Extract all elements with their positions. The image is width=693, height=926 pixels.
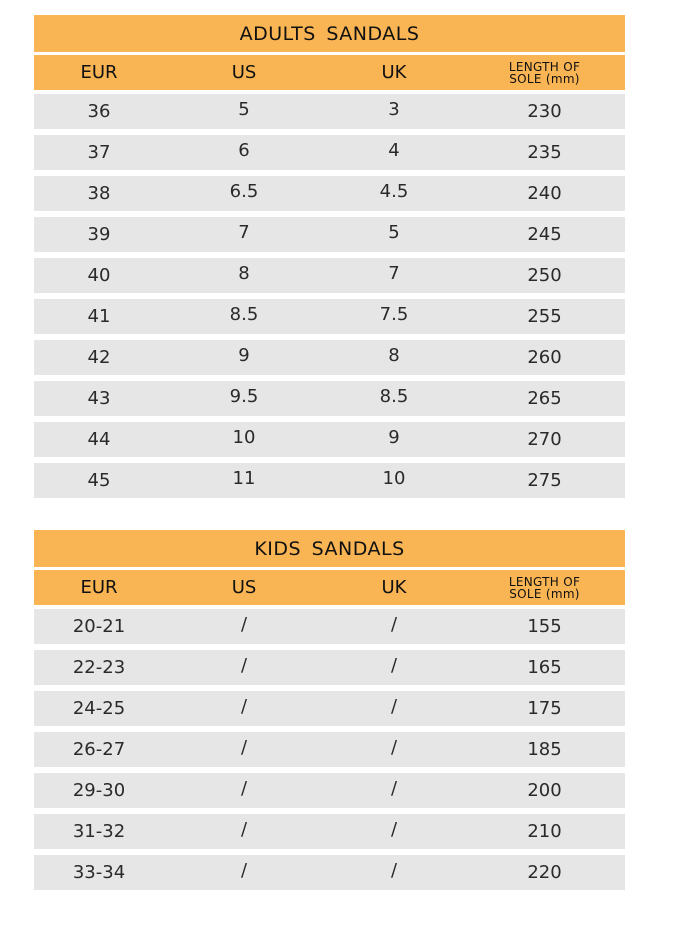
uk-cell: 10: [382, 468, 406, 489]
sole-length-cell: 265: [527, 388, 562, 409]
sole-length-cell: 175: [527, 698, 562, 719]
kids-table-title: KIDS SANDALS: [34, 530, 625, 567]
sole-length-cell: 230: [527, 101, 562, 122]
header-sole-length-line1: LENGTH OF: [508, 574, 581, 589]
eur-cell: 38: [87, 183, 111, 204]
eur-cell: 29-30: [72, 780, 126, 801]
us-cell: 11: [232, 468, 256, 489]
uk-cell: 7: [388, 263, 400, 284]
us-cell: 7: [238, 222, 250, 243]
table-row: [34, 732, 625, 767]
uk-cell: /: [390, 778, 398, 799]
sole-length-cell: 165: [527, 657, 562, 678]
eur-cell: 39: [87, 224, 111, 245]
uk-cell: /: [390, 860, 398, 881]
table-row: [34, 609, 625, 644]
kids-header-row: [34, 570, 625, 605]
table-row: [34, 135, 625, 170]
eur-cell: 31-32: [72, 821, 126, 842]
uk-cell: /: [390, 696, 398, 717]
uk-cell: 3: [388, 99, 400, 120]
sole-length-cell: 245: [527, 224, 562, 245]
eur-cell: 36: [87, 101, 111, 122]
adults-table-title: ADULTS SANDALS: [34, 15, 625, 52]
adults-header-row: [34, 55, 625, 90]
us-cell: 8: [238, 263, 250, 284]
uk-cell: 8: [388, 345, 400, 366]
uk-cell: 5: [388, 222, 400, 243]
header-sole-length-line2: SOLE (mm): [509, 586, 580, 601]
header-sole-length: [464, 61, 625, 85]
header-uk: UK: [381, 62, 407, 83]
header-uk: UK: [381, 577, 407, 598]
eur-cell: 22-23: [72, 657, 126, 678]
eur-cell: 45: [87, 470, 111, 491]
header-sole-length: [464, 576, 625, 600]
header-eur: EUR: [80, 62, 118, 83]
table-row: [34, 299, 625, 334]
sole-length-cell: 185: [527, 739, 562, 760]
sole-length-cell: 250: [527, 265, 562, 286]
us-cell: 6.5: [229, 181, 259, 202]
sole-length-cell: 270: [527, 429, 562, 450]
sole-length-cell: 155: [527, 616, 562, 637]
uk-cell: 4.5: [379, 181, 409, 202]
uk-cell: /: [390, 614, 398, 635]
uk-cell: /: [390, 819, 398, 840]
eur-cell: 20-21: [72, 616, 126, 637]
sole-length-cell: 240: [527, 183, 562, 204]
us-cell: 5: [238, 99, 250, 120]
sole-length-cell: 275: [527, 470, 562, 491]
us-cell: 6: [238, 140, 250, 161]
sole-length-cell: 200: [527, 780, 562, 801]
header-sole-length-line2: SOLE (mm): [509, 71, 580, 86]
us-cell: /: [240, 860, 248, 881]
eur-cell: 43: [87, 388, 111, 409]
sole-length-cell: 235: [527, 142, 562, 163]
header-us: US: [231, 62, 257, 83]
us-cell: /: [240, 819, 248, 840]
table-row: [34, 176, 625, 211]
uk-cell: 7.5: [379, 304, 409, 325]
uk-cell: /: [390, 655, 398, 676]
us-cell: /: [240, 614, 248, 635]
table-row: [34, 258, 625, 293]
us-cell: /: [240, 696, 248, 717]
kids-rows: [34, 609, 625, 890]
us-cell: /: [240, 655, 248, 676]
us-cell: 10: [232, 427, 256, 448]
sole-length-cell: 255: [527, 306, 562, 327]
uk-cell: 4: [388, 140, 400, 161]
us-cell: 9.5: [229, 386, 259, 407]
us-cell: /: [240, 737, 248, 758]
header-eur: EUR: [80, 577, 118, 598]
table-row: [34, 340, 625, 375]
adults-size-table: [34, 15, 625, 504]
adults-rows: [34, 94, 625, 498]
table-row: [34, 463, 625, 498]
us-cell: 9: [238, 345, 250, 366]
table-row: [34, 381, 625, 416]
kids-size-table: [34, 530, 625, 896]
table-row: [34, 422, 625, 457]
eur-cell: 41: [87, 306, 111, 327]
uk-cell: /: [390, 737, 398, 758]
uk-cell: 9: [388, 427, 400, 448]
table-row: [34, 855, 625, 890]
eur-cell: 33-34: [72, 862, 126, 883]
sole-length-cell: 260: [527, 347, 562, 368]
us-cell: /: [240, 778, 248, 799]
table-row: [34, 814, 625, 849]
uk-cell: 8.5: [379, 386, 409, 407]
eur-cell: 24-25: [72, 698, 126, 719]
us-cell: 8.5: [229, 304, 259, 325]
sole-length-cell: 210: [527, 821, 562, 842]
eur-cell: 44: [87, 429, 111, 450]
sole-length-cell: 220: [527, 862, 562, 883]
table-row: [34, 217, 625, 252]
eur-cell: 26-27: [72, 739, 126, 760]
header-sole-length-line1: LENGTH OF: [508, 59, 581, 74]
eur-cell: 42: [87, 347, 111, 368]
header-us: US: [231, 577, 257, 598]
table-row: [34, 773, 625, 808]
eur-cell: 40: [87, 265, 111, 286]
table-row: [34, 691, 625, 726]
table-row: [34, 94, 625, 129]
table-row: [34, 650, 625, 685]
eur-cell: 37: [87, 142, 111, 163]
